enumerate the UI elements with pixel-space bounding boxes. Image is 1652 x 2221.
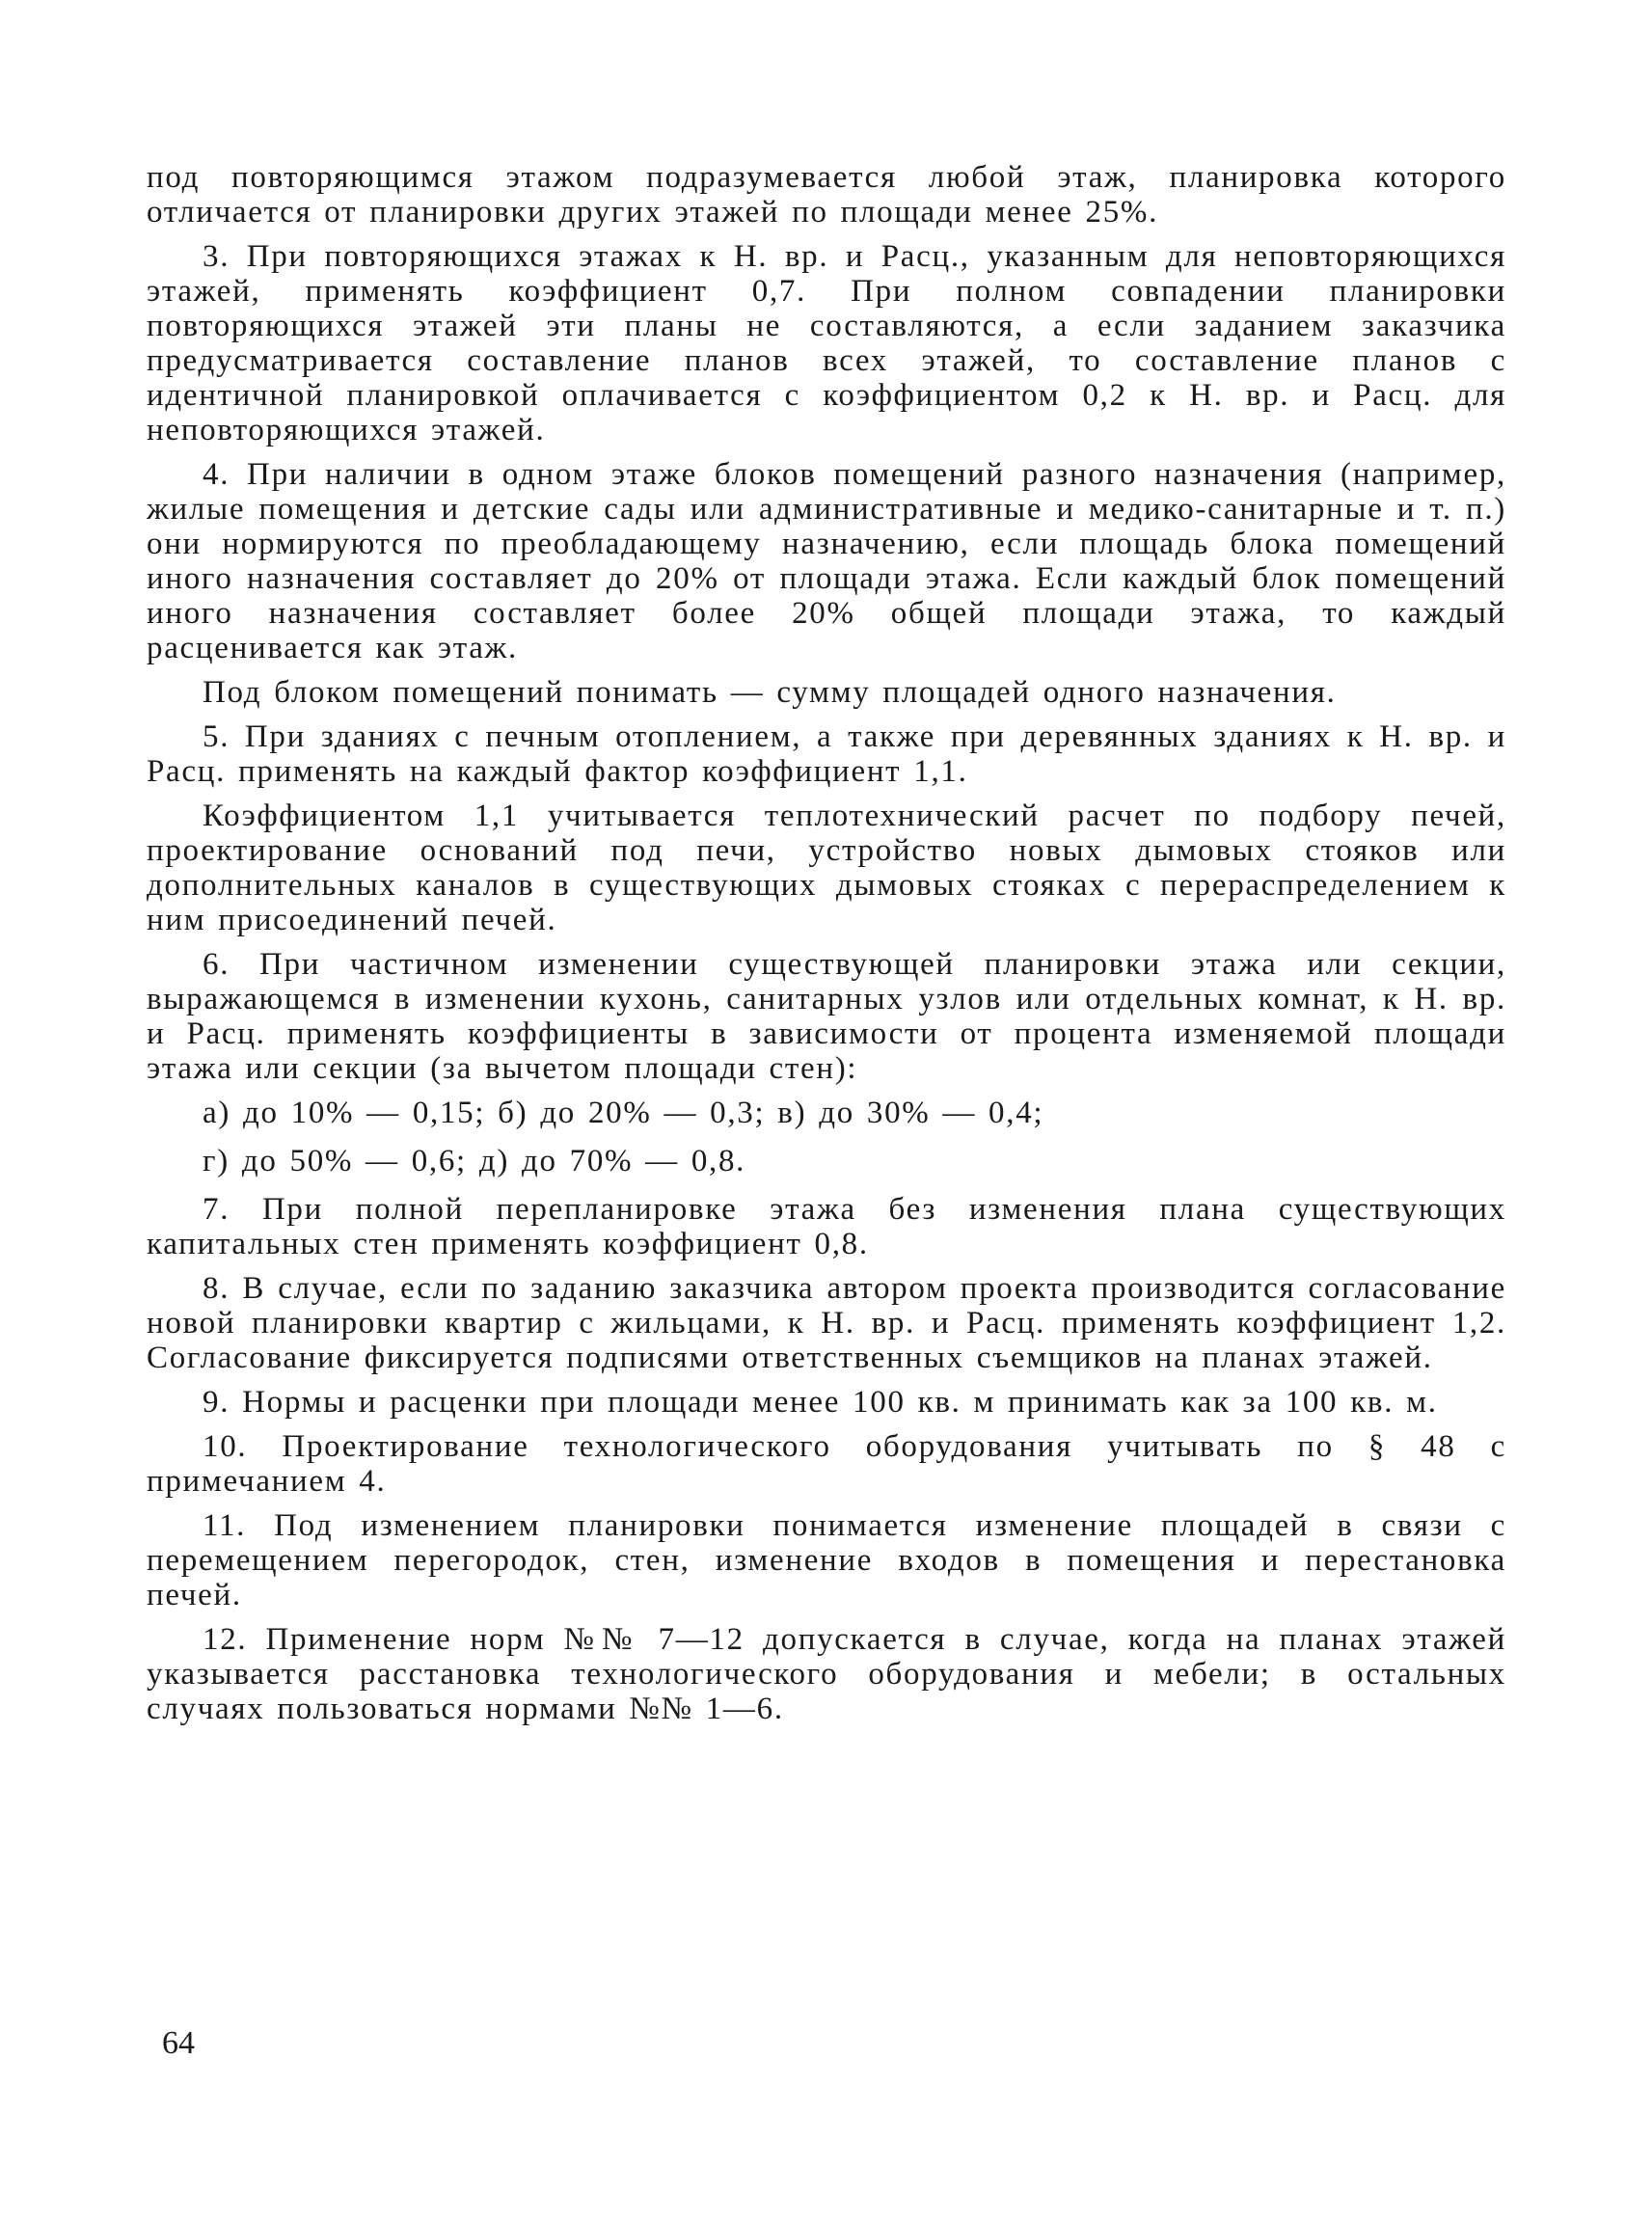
paragraph-item-7: 7. При полной перепланировке этажа без изменения плана существующих капитальных стен применять коэффициент 0,8. [147, 1192, 1506, 1261]
paragraph-coefficient-note: Коэффициентом 1,1 учитывается теплотехнический расчет по подбору печей, проектирование оснований под печи, устройство новых дымовых стояков или дополнительных каналов в существующих дымовых стояках с перераспределением к ним присоединений печей. [147, 799, 1506, 937]
paragraph-continuation: под повторяющимся этажом подразумевается любой этаж, планировка которого отличается от планировки других этажей по площади менее 25%. [147, 160, 1506, 230]
body-text [147, 160, 1506, 1736]
paragraph-item-9: 9. Нормы и расценки при площади менее 100 кв. м принимать как за 100 кв. м. [203, 1385, 1438, 1420]
paragraph-item-8: 8. В случае, если по заданию заказчика автором проекта производится согласование новой планировки квартир с жильцами, к Н. вр. и Расц. применять коэффициент 1,2. Согласование фиксируется подписями ответственных съемщиков на планах этажей. [147, 1271, 1506, 1375]
paragraph-item-6: 6. При частичном изменении существующей планировки этажа или секции, выражающемся в изменении кухонь, санитарных узлов или отдельных комнат, к Н. вр. и Расц. применять коэффициенты в зависимости от процента изменяемой площади этажа или секции (за вычетом площади стен): [147, 947, 1506, 1086]
paragraph-item-12: 12. Применение норм №№ 7—12 допускается в случае, когда на планах этажей указывается расстановка технологического оборудования и мебели; в остальных случаях пользоваться нормами №№ 1—6. [147, 1622, 1506, 1726]
coefficient-list-line-1: а) до 10% — 0,15; б) до 20% — 0,3; в) до 30% — 0,4; [203, 1096, 1044, 1130]
paragraph-block-definition: Под блоком помещений понимать — сумму площадей одного назначения. [203, 675, 1337, 710]
paragraph-item-3: 3. При повторяющихся этажах к Н. вр. и Расц., указанным для неповторяющихся этажей, применять коэффициент 0,7. При полном совпадении планировки повторяющихся этажей эти планы не составляются, а если заданием заказчика предусматривается составление планов всех этажей, то составление планов с идентичной планировкой оплачивается с коэффициентом 0,2 к Н. вр. и Расц. для неповторяющихся этажей. [147, 239, 1506, 447]
coefficient-list-line-2: г) до 50% — 0,6; д) до 70% — 0,8. [203, 1144, 746, 1178]
paragraph-item-11: 11. Под изменением планировки понимается изменение площадей в связи с перемещением перегородок, стен, изменение входов в помещения и перестановка печей. [147, 1508, 1506, 1612]
paragraph-item-4: 4. При наличии в одном этаже блоков помещений разного назначения (например, жилые помещения и детские сады или административные и медико-санитарные и т. п.) они нормируются по преобладающему назначению, если площадь блока помещений иного назначения составляет до 20% от площади этажа. Если каждый блок помещений иного назначения составляет более 20% общей площади этажа, то каждый расценивается как этаж. [147, 457, 1506, 665]
page-number: 64 [162, 2025, 195, 2061]
paragraph-item-10: 10. Проектирование технологического оборудования учитывать по § 48 с примечанием 4. [147, 1429, 1506, 1499]
paragraph-item-5: 5. При зданиях с печным отоплением, а также при деревянных зданиях к Н. вр. и Расц. применять на каждый фактор коэффициент 1,1. [147, 719, 1506, 789]
